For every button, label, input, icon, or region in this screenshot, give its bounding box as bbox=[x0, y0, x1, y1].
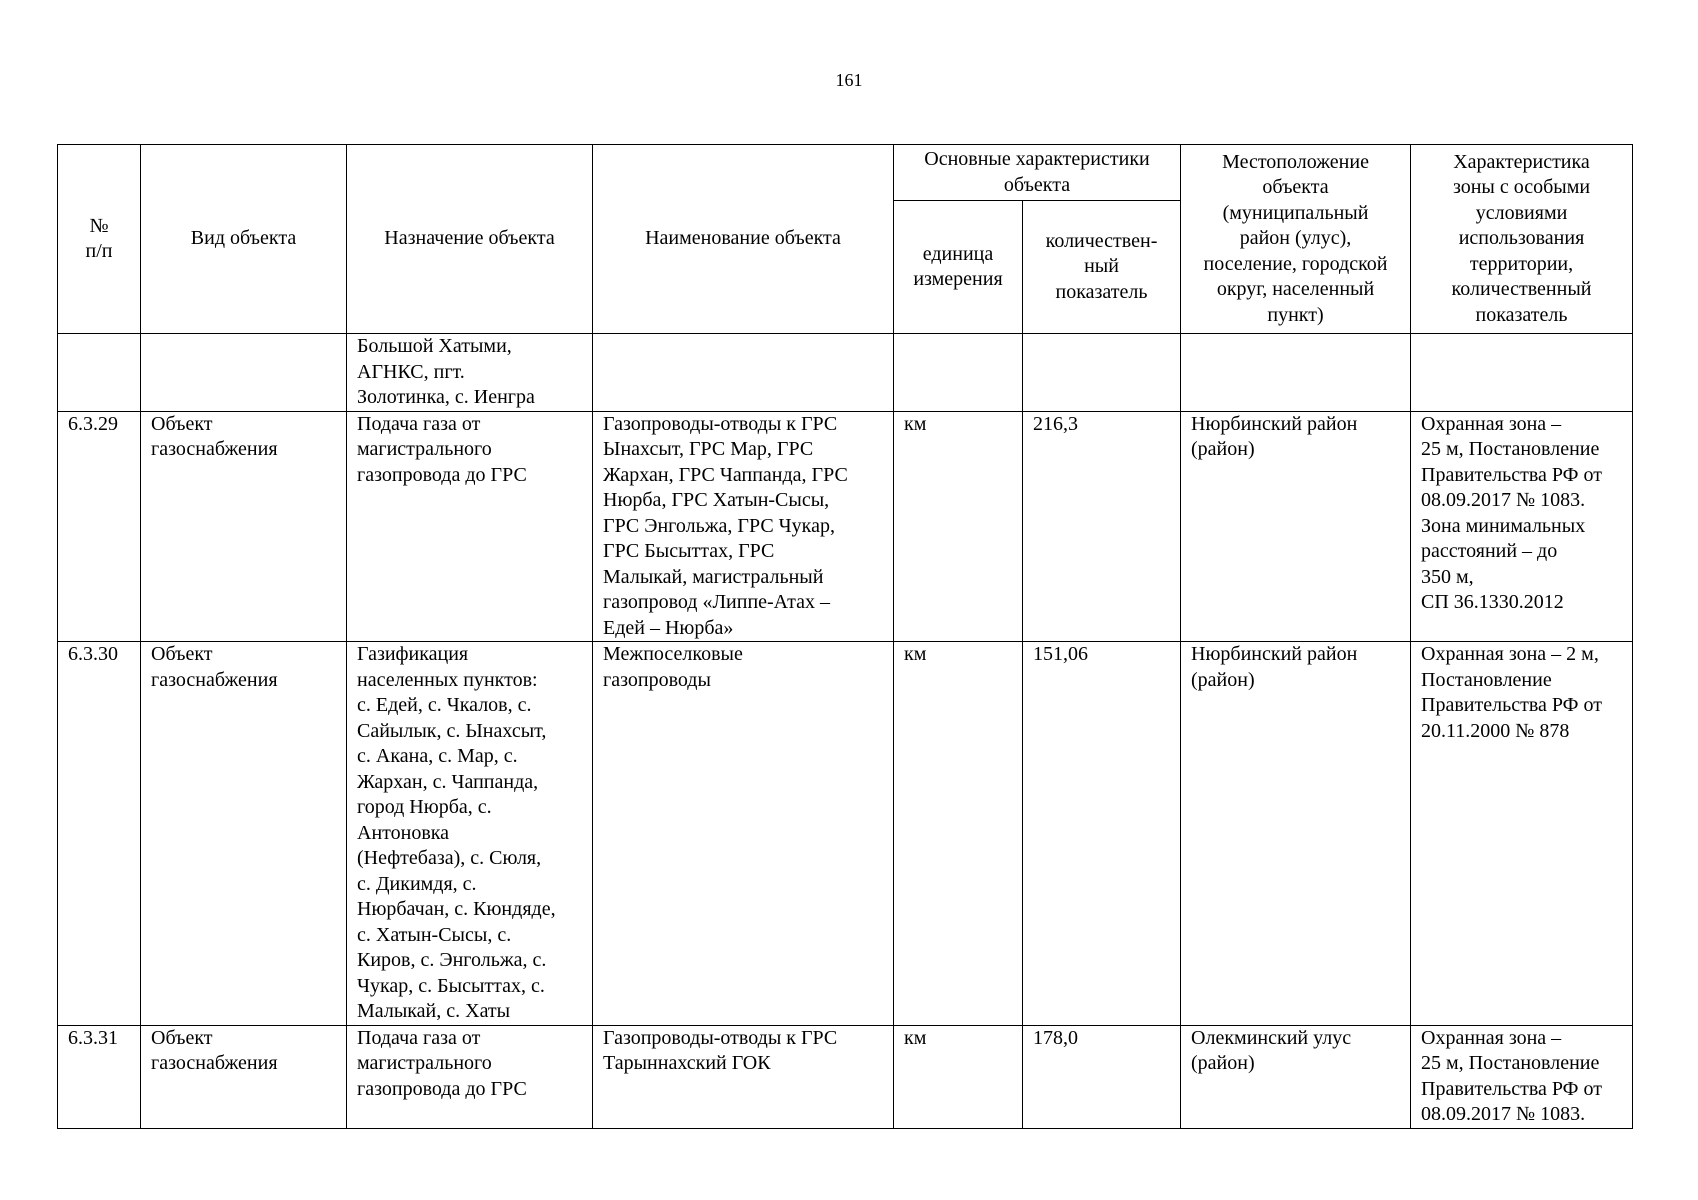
cell-name: Межпоселковые газопроводы bbox=[593, 642, 894, 1026]
table-header-row bbox=[58, 145, 1633, 201]
cell-unit: км bbox=[894, 411, 1023, 642]
cell-location: Олекминский улус (район) bbox=[1181, 1025, 1411, 1128]
cell-num bbox=[58, 334, 141, 412]
cell-kind: Объект газоснабжения bbox=[141, 642, 347, 1026]
header-quantity: количествен- ный показатель bbox=[1023, 201, 1181, 334]
cell-num: 6.3.29 bbox=[58, 411, 141, 642]
table-row bbox=[58, 334, 1633, 412]
cell-purpose: Подача газа от магистрального газопровода до ГРС bbox=[347, 411, 593, 642]
cell-name: Газопроводы-отводы к ГРС Тарыннахский ГОК bbox=[593, 1025, 894, 1128]
cell-quantity: 216,3 bbox=[1023, 411, 1181, 642]
table-row bbox=[58, 411, 1633, 642]
objects-table bbox=[57, 144, 1633, 1129]
cell-zone bbox=[1411, 334, 1633, 412]
cell-num: 6.3.30 bbox=[58, 642, 141, 1026]
page-number: 161 bbox=[835, 70, 863, 90]
cell-num: 6.3.31 bbox=[58, 1025, 141, 1128]
cell-kind bbox=[141, 334, 347, 412]
header-kind: Вид объекта bbox=[141, 145, 347, 334]
header-zone: Характеристика зоны с особыми условиями использования территории, количественный показатель bbox=[1411, 145, 1633, 334]
header-num: № п/п bbox=[58, 145, 141, 334]
cell-location: Нюрбинский район (район) bbox=[1181, 411, 1411, 642]
header-main-characteristics: Основные характеристики объекта bbox=[894, 145, 1181, 201]
table-row bbox=[58, 1025, 1633, 1128]
cell-kind: Объект газоснабжения bbox=[141, 411, 347, 642]
cell-location bbox=[1181, 334, 1411, 412]
cell-quantity: 151,06 bbox=[1023, 642, 1181, 1026]
cell-kind: Объект газоснабжения bbox=[141, 1025, 347, 1128]
cell-purpose: Газификация населенных пунктов: с. Едей, с. Чкалов, с. Сайылык, с. Ынахсыт, с. Акана, с. Мар, с. Жархан, с. Чаппанда, город Нюрба, с. Антоновка (Нефтебаза), с. Сюля, с. Дикимдя, с. Нюрбачан, с. Кюндяде, с. Хатын-Сысы, с. Киров, с. Энгольжа, с. Чукар, с. Бысыттах, с. Малыкай, с. Хаты bbox=[347, 642, 593, 1026]
cell-unit: км bbox=[894, 1025, 1023, 1128]
cell-zone: Охранная зона – 25 м, Постановление Правительства РФ от 08.09.2017 № 1083. bbox=[1411, 1025, 1633, 1128]
cell-zone: Охранная зона – 25 м, Постановление Правительства РФ от 08.09.2017 № 1083. Зона минимальных расстояний – до 350 м, СП 36.1330.2012 bbox=[1411, 411, 1633, 642]
cell-quantity: 178,0 bbox=[1023, 1025, 1181, 1128]
cell-name: Газопроводы-отводы к ГРС Ынахсыт, ГРС Мар, ГРС Жархан, ГРС Чаппанда, ГРС Нюрба, ГРС Хатын-Сысы, ГРС Энгольжа, ГРС Чукар, ГРС Бысыттах, ГРС Малыкай, магистральный газопровод «Липпе-Атах – Едей – Нюрба» bbox=[593, 411, 894, 642]
cell-unit bbox=[894, 334, 1023, 412]
cell-purpose: Подача газа от магистрального газопровода до ГРС bbox=[347, 1025, 593, 1128]
header-location: Местоположение объекта (муниципальный район (улус), поселение, городской округ, населенный пункт) bbox=[1181, 145, 1411, 334]
cell-zone: Охранная зона – 2 м, Постановление Правительства РФ от 20.11.2000 № 878 bbox=[1411, 642, 1633, 1026]
cell-name bbox=[593, 334, 894, 412]
header-name: Наименование объекта bbox=[593, 145, 894, 334]
header-unit: единица измерения bbox=[894, 201, 1023, 334]
cell-unit: км bbox=[894, 642, 1023, 1026]
cell-location: Нюрбинский район (район) bbox=[1181, 642, 1411, 1026]
cell-purpose: Большой Хатыми, АГНКС, пгт. Золотинка, с. Иенгра bbox=[347, 334, 593, 412]
table-row bbox=[58, 642, 1633, 1026]
cell-quantity bbox=[1023, 334, 1181, 412]
header-purpose: Назначение объекта bbox=[347, 145, 593, 334]
